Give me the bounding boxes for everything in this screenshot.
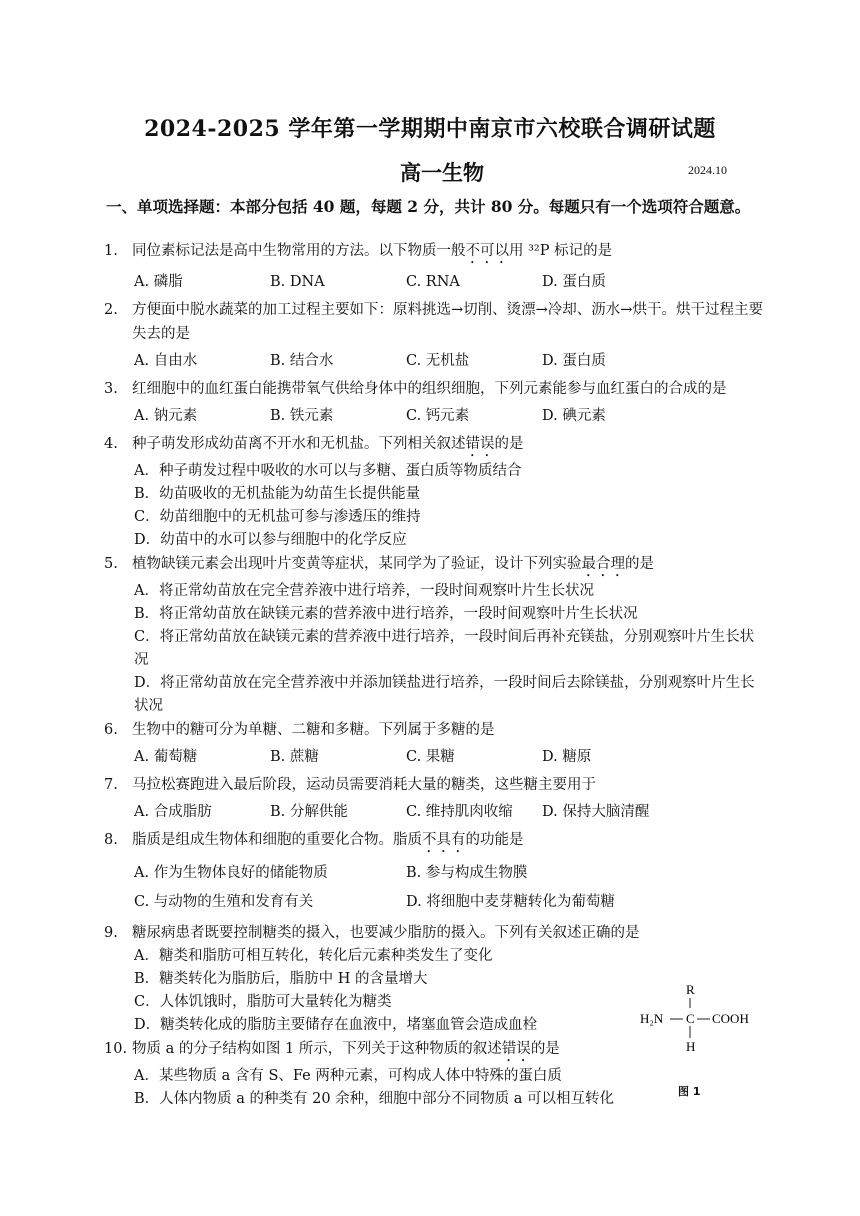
question-number: 5.	[104, 556, 118, 572]
r-group-label: R	[686, 982, 695, 997]
option-c: C．将正常幼苗放在缺镁元素的营养液中进行培养，一段时间后再补充镁盐，分别观察叶片生长状况	[134, 629, 755, 668]
question-number: 3.	[104, 381, 118, 397]
amino-acid-structure-figure	[636, 980, 766, 1100]
question-number: 6.	[104, 722, 118, 738]
option-b: B．幼苗吸收的无机盐能为幼苗生长提供能量	[134, 486, 421, 502]
carboxyl-group-label: COOH	[712, 1011, 749, 1026]
option-c: C．人体饥饿时，脂肪可大量转化为糖类	[134, 994, 392, 1010]
options-grid	[134, 859, 764, 917]
option-b: B. 结合水	[270, 353, 334, 369]
option-c: C. 维持肌肉收缩	[406, 804, 513, 820]
option-b: B．将正常幼苗放在缺镁元素的营养液中进行培养，一段时间观察叶片生长状况	[134, 606, 638, 622]
option-c: C. 与动物的生殖和发育有关	[134, 894, 314, 910]
option-a: A. 自由水	[134, 353, 198, 369]
question-5	[104, 552, 764, 580]
option-a: A. 作为生物体良好的储能物质	[134, 865, 328, 881]
question-number: 2.	[104, 302, 118, 318]
option-c: C．幼苗细胞中的无机盐可参与渗透压的维持	[134, 509, 421, 525]
subject-title: 高一生物	[400, 160, 484, 185]
question-stem: 糖尿病患者既要控制糖类的摄入，也要减少脂肪的摄入。下列有关叙述正确的是	[132, 925, 640, 941]
emphasis-text: 最合理	[581, 556, 625, 572]
option-b: B．人体内物质 a 的种类有 20 余种，细胞中部分不同物质 a 可以相互转化	[134, 1091, 615, 1107]
question-stem-end: 的是	[530, 1041, 560, 1057]
emphasis-text: 不具有	[422, 832, 466, 848]
question-stem: 种子萌发形成幼苗离不开水和无机盐。下列相关叙述	[132, 436, 466, 452]
option-b: B. DNA	[270, 274, 325, 290]
structure-diagram	[636, 980, 766, 1060]
option-d: D. 保持大脑清醒	[542, 804, 650, 820]
question-number: 10.	[104, 1041, 128, 1057]
option-c: C. 果糖	[406, 749, 455, 765]
options-row	[134, 404, 764, 428]
options-row	[134, 745, 764, 769]
exam-date: 2024.10	[688, 163, 727, 177]
question-stem: 物质 a 的分子结构如图 1 所示，下列关于这种物质的叙述	[132, 1041, 502, 1057]
option-c: C. 钙元素	[406, 408, 470, 424]
alpha-carbon-label: C	[686, 1011, 695, 1026]
option-a: A. 磷脂	[134, 274, 183, 290]
emphasis-text: 错误	[465, 436, 495, 452]
question-stem: 脂质是组成生物体和细胞的重要化合物。脂质	[132, 832, 422, 848]
option-a: A．某些物质 a 含有 S、Fe 两种元素，可构成人体中特殊的蛋白质	[134, 1068, 562, 1084]
emphasis-text: 不可以	[465, 243, 509, 259]
question-8	[104, 828, 764, 856]
question-7	[104, 773, 764, 797]
option-d: D．糖类转化成的脂肪主要储存在血液中，堵塞血管会造成血栓	[134, 1017, 538, 1033]
option-d: D．将正常幼苗放在完全营养液中并添加镁盐进行培养，一段时间后去除镁盐，分别观察叶片生长状况	[134, 675, 755, 714]
question-stem-end: 的是	[494, 436, 524, 452]
option-d: D. 碘元素	[542, 408, 606, 424]
question-stem-end: 的功能是	[465, 832, 524, 848]
option-b: B．糖类转化为脂肪后，脂肪中 H 的含量增大	[134, 971, 428, 987]
option-c: C. RNA	[406, 274, 460, 290]
option-b: B. 分解供能	[270, 804, 348, 820]
question-stem: 植物缺镁元素会出现叶片变黄等症状，某同学为了验证，设计下列实验	[132, 556, 582, 572]
section-heading: 一、单项选择题：本部分包括 40 题，每题 2 分，共计 80 分。每题只有一个选项符合题意。	[106, 197, 751, 216]
question-stem: 方便面中脱水蔬菜的加工过程主要如下：原料挑选→切削、烫漂→冷却、沥水→烘干。烘干过程主要失去的是	[132, 302, 763, 342]
figure-caption: 图 1	[678, 1085, 701, 1098]
emphasis-text: 错误	[501, 1041, 531, 1057]
question-number: 9.	[104, 925, 118, 941]
question-stem: 马拉松赛跑进入最后阶段，运动员需要消耗大量的糖类，这些糖主要用于	[132, 777, 596, 793]
option-d: D. 糖原	[542, 749, 592, 765]
question-number: 4.	[104, 436, 118, 452]
option-a: A．糖类和脂肪可相互转化，转化后元素种类发生了变化	[134, 948, 493, 964]
option-d: D. 蛋白质	[542, 274, 606, 290]
question-number: 1.	[104, 243, 118, 259]
option-d: D. 蛋白质	[542, 353, 606, 369]
option-d: D．幼苗中的水可以参与细胞中的化学反应	[134, 532, 407, 548]
option-b: B. 参与构成生物膜	[406, 865, 528, 881]
option-c: C. 无机盐	[406, 353, 470, 369]
option-a: A. 葡萄糖	[134, 749, 198, 765]
question-number: 8.	[104, 832, 118, 848]
question-2	[104, 298, 764, 346]
question-stem: 生物中的糖可分为单糖、二糖和多糖。下列属于多糖的是	[132, 722, 495, 738]
question-stem: 同位素标记法是高中生物常用的方法。以下物质一般	[132, 243, 466, 259]
question-stem-end: 用 ³²P 标记的是	[509, 243, 613, 259]
options-row	[134, 349, 764, 373]
question-9	[104, 921, 764, 945]
amino-group-label: H₂N	[640, 1011, 664, 1026]
question-1	[104, 239, 764, 267]
question-number: 7.	[104, 777, 118, 793]
exam-title: 2024-2025 学年第一学期期中南京市六校联合调研试题	[144, 116, 716, 142]
option-a: A. 合成脂肪	[134, 804, 212, 820]
hydrogen-label: H	[686, 1039, 696, 1054]
question-4	[104, 432, 764, 460]
question-3	[104, 377, 764, 401]
option-b: B. 蔗糖	[270, 749, 319, 765]
question-6	[104, 718, 764, 742]
option-d: D. 将细胞中麦芽糖转化为葡萄糖	[406, 894, 615, 910]
option-a: A．种子萌发过程中吸收的水可以与多糖、蛋白质等物质结合	[134, 463, 522, 479]
question-stem-end: 的是	[625, 556, 654, 572]
options-row	[134, 270, 764, 294]
options-row	[134, 800, 764, 824]
option-a: A．将正常幼苗放在完全营养液中进行培养，一段时间观察叶片生长状况	[134, 583, 594, 599]
question-stem: 红细胞中的血红蛋白能携带氧气供给身体中的组织细胞，下列元素能参与血红蛋白的合成的是	[132, 381, 727, 397]
option-b: B. 铁元素	[270, 408, 334, 424]
option-a: A. 钠元素	[134, 408, 198, 424]
